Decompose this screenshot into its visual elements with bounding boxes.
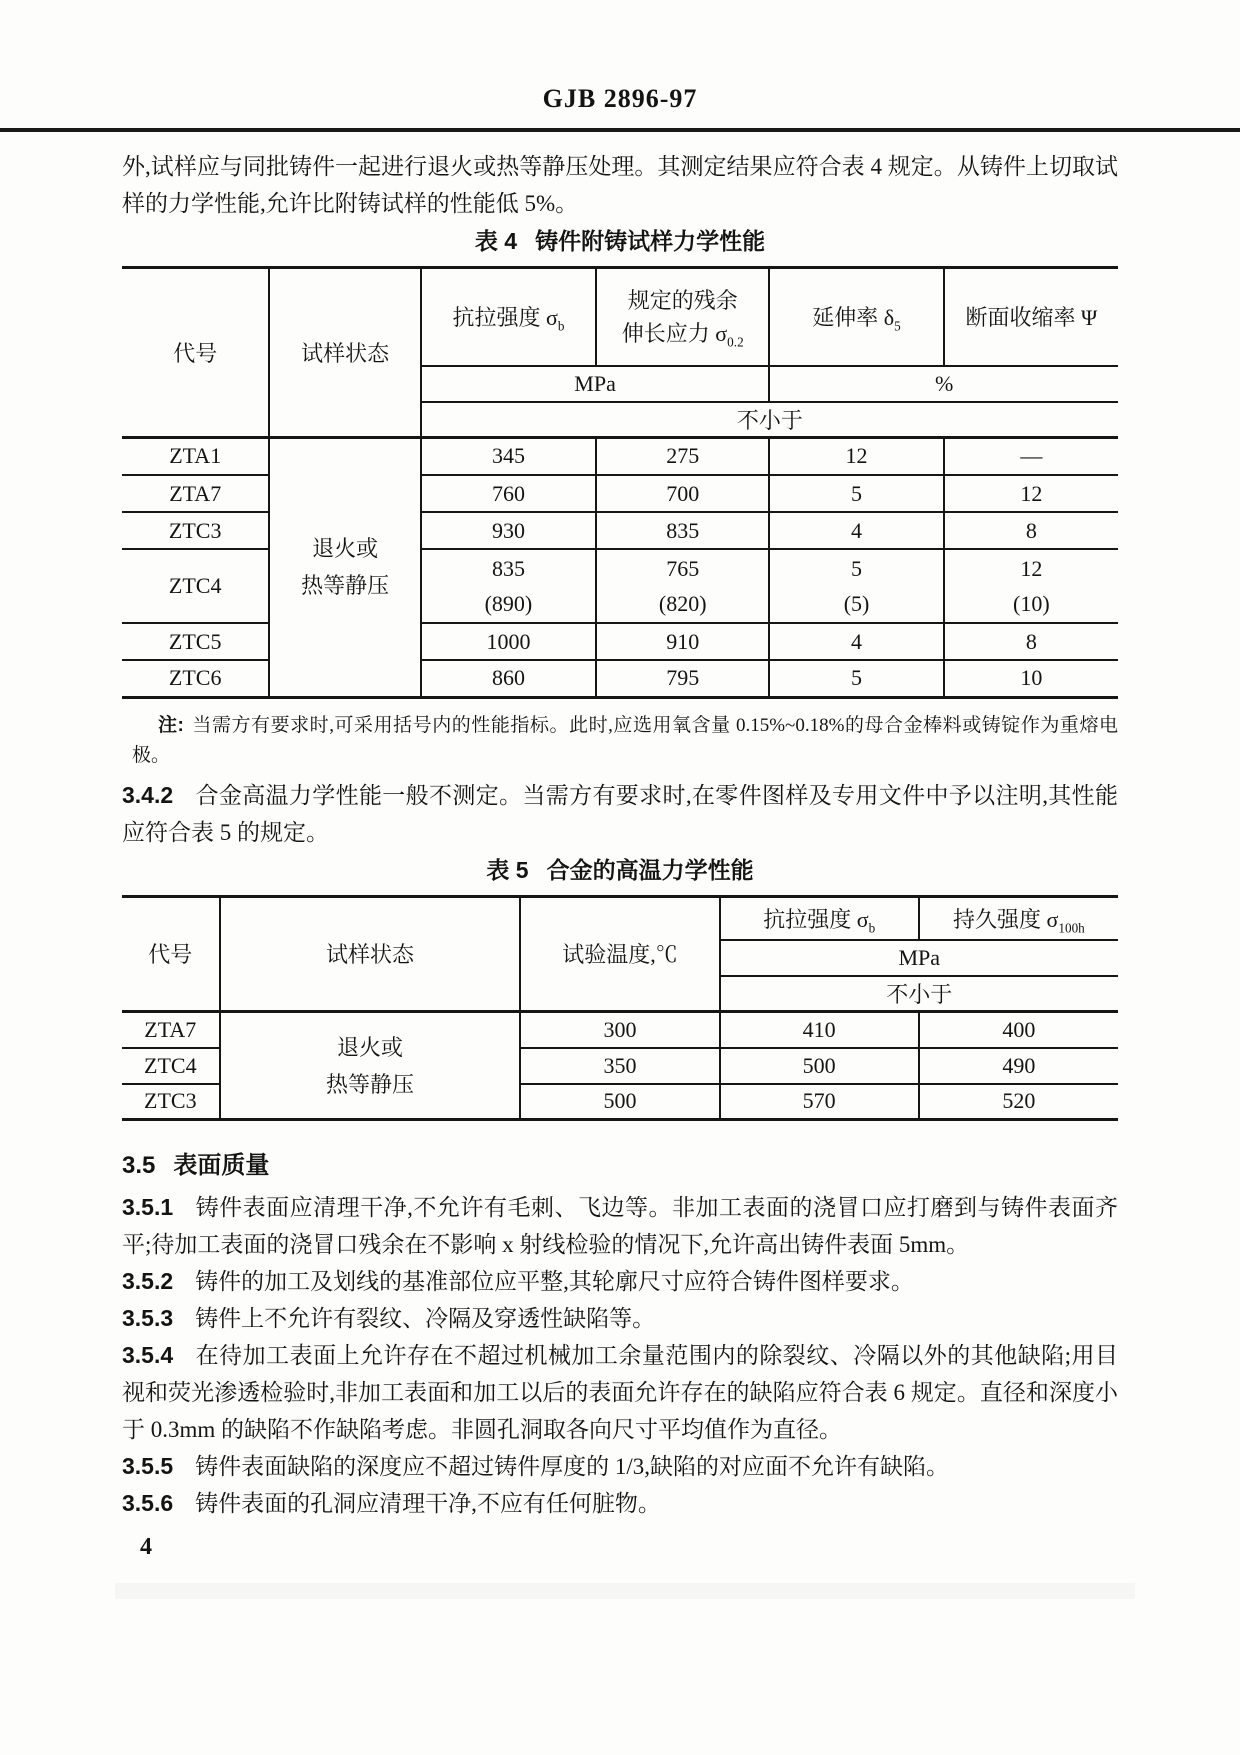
value-bracket: (890) (484, 591, 533, 616)
clause-number: 3.5.6 (122, 1490, 174, 1516)
table5-col-endurance-label: 持久强度 σ (953, 906, 1059, 932)
clause-number: 3.5.1 (122, 1194, 174, 1220)
table4-col-reduction: 断面收缩率 Ψ (944, 268, 1118, 366)
clause-text: 铸件的加工及划线的基准部位应平整,其轮廓尺寸应符合铸件图样要求。 (195, 1269, 914, 1294)
table4-col-yield-label: 伸长应力 σ (621, 320, 728, 346)
table-cell: 500 (520, 1084, 719, 1120)
table5-unit-mpa: MPa (720, 940, 1118, 976)
table-cell: 10 (944, 660, 1118, 697)
table4-col-elongation (769, 268, 943, 366)
table4-col-tensile-label: 抗拉强度 σ (452, 305, 558, 331)
table-cell: 1000 (421, 623, 596, 660)
table5-col-temp: 试验温度,℃ (520, 896, 719, 1012)
value-main: 835 (491, 556, 525, 581)
table-cell: 910 (596, 623, 769, 660)
clause-number: 3.5.2 (122, 1268, 174, 1294)
doc-code: GJB 2896-97 (542, 84, 698, 113)
table-cell: 760 (421, 475, 596, 512)
table-cell: 400 (919, 1012, 1118, 1048)
table4-col-yield-line2 (601, 317, 764, 350)
table-cell: 860 (421, 660, 596, 697)
value-main: 12 (1020, 556, 1043, 581)
table4-unit-percent: % (769, 366, 1118, 402)
alloy-code-cell: ZTC3 (122, 512, 269, 549)
table4-note (132, 711, 1118, 771)
section-title: 表面质量 (173, 1152, 270, 1179)
clause-number: 3.5.5 (122, 1453, 174, 1479)
table4-unit-mpa: MPa (421, 366, 770, 402)
table-cell: 500 (720, 1048, 919, 1084)
state-line-1: 退火或 (312, 536, 379, 561)
table-cell: 12 (769, 437, 943, 475)
table-cell: 12 (944, 475, 1118, 512)
alloy-code-cell: ZTC4 (122, 549, 269, 623)
value-bracket: (10) (1013, 591, 1050, 616)
clause-3-4-2 (122, 777, 1118, 851)
table5-state-cell (220, 1012, 521, 1120)
table4-col-yield-line1: 规定的残余 (627, 287, 738, 313)
alloy-code-cell: ZTA7 (122, 1012, 220, 1048)
table5-col-tensile-sub: b (868, 920, 876, 936)
clause-3-5-4 (122, 1337, 1118, 1448)
table-cell: 275 (596, 437, 769, 475)
table-cell: 570 (720, 1084, 919, 1120)
clause-text: 铸件上不允许有裂纹、冷隔及穿透性缺陷等。 (195, 1306, 656, 1331)
table5-col-state: 试样状态 (220, 896, 521, 1012)
alloy-code-cell: ZTC6 (122, 660, 269, 697)
header-rule (0, 128, 1240, 132)
alloy-code-cell: ZTC3 (122, 1084, 220, 1120)
clause-number: 3.5.3 (122, 1305, 174, 1331)
table-cell: 520 (919, 1084, 1118, 1120)
clause-text: 铸件表面应清理干净,不允许有毛刺、飞边等。非加工表面的浇冒口应打磨到与铸件表面齐平;待加工表面的浇冒口残余在不影响 x 射线检验的情况下,允许高出铸件表面 5mm。 (122, 1195, 1118, 1257)
table-cell: 490 (919, 1048, 1118, 1084)
scan-artifact-band (115, 1583, 1135, 1599)
alloy-code-cell: ZTA7 (122, 475, 269, 512)
clause-3-5-2 (122, 1263, 1118, 1300)
clause-3-5-6 (122, 1485, 1118, 1522)
alloy-code-cell: ZTA1 (122, 437, 269, 475)
table-cell: 4 (769, 623, 943, 660)
table4-row-ZTA1 (122, 437, 1118, 475)
table5-col-endurance (919, 896, 1118, 940)
table-cell: 8 (944, 623, 1118, 660)
table-cell: 8 (944, 512, 1118, 549)
table4-col-tensile (421, 268, 596, 366)
table5-col-tensile (720, 896, 919, 940)
table5 (122, 895, 1118, 1122)
table-cell: 700 (596, 475, 769, 512)
table-cell: 835 (596, 512, 769, 549)
clause-number: 3.4.2 (122, 781, 174, 808)
clause-3-5-1 (122, 1189, 1118, 1263)
table-cell (596, 549, 769, 623)
value-bracket: (820) (658, 591, 707, 616)
state-line-1: 退火或 (336, 1034, 403, 1060)
alloy-code-cell: ZTC4 (122, 1048, 220, 1084)
table-cell (421, 549, 596, 623)
table4-col-elongation-label: 延伸率 δ (812, 305, 895, 331)
table5-col-tensile-label: 抗拉强度 σ (763, 906, 869, 932)
clause-number: 3.5.4 (122, 1342, 174, 1368)
table5-header-row-1 (122, 896, 1118, 940)
section-3-5-heading (122, 1151, 1118, 1181)
table-cell: 300 (520, 1012, 719, 1048)
table4-header-row-1 (122, 268, 1118, 366)
table-cell (944, 549, 1118, 623)
table-cell: 350 (520, 1048, 719, 1084)
table-cell: 410 (720, 1012, 919, 1048)
table-cell: 4 (769, 512, 943, 549)
table5-col-endurance-sub: 100h (1058, 920, 1085, 936)
clause-text: 在待加工表面上允许存在不超过机械加工余量范围内的除裂纹、冷隔以外的其他缺陷;用目视和荧光渗透检验时,非加工表面和加工以后的表面允许存在的缺陷应符合表 6 规定。直径和深度小于 0.3mm 的缺陷不作缺陷考虑。非圆孔洞取各向尺寸平均值作为直径。 (122, 1343, 1118, 1442)
table4 (122, 266, 1118, 699)
table4-state-cell (269, 437, 420, 697)
clause-text: 铸件表面的孔洞应清理干净,不应有任何脏物。 (195, 1491, 661, 1516)
section-number: 3.5 (122, 1152, 156, 1179)
table4-title-text: 铸件附铸试样力学性能 (535, 228, 766, 254)
table4-title (122, 226, 1118, 256)
table-cell: 795 (596, 660, 769, 697)
value-main: 5 (851, 556, 863, 581)
table4-col-code: 代号 (122, 268, 269, 438)
table4-col-state: 试样状态 (269, 268, 420, 438)
page-number: 4 (140, 1534, 152, 1560)
table-cell: 930 (421, 512, 596, 549)
table-cell: — (944, 437, 1118, 475)
note-label: 注: (158, 714, 184, 736)
table4-col-yield-sub: 0.2 (727, 334, 744, 350)
table5-title-text: 合金的高温力学性能 (546, 856, 754, 883)
table-cell: 5 (769, 660, 943, 697)
table4-col-elongation-sub: 5 (894, 318, 901, 334)
table-cell: 345 (421, 437, 596, 475)
intro-paragraph: 外,试样应与同批铸件一起进行退火或热等静压处理。其测定结果应符合表 4 规定。从铸件上切取试样的力学性能,允许比附铸试样的性能低 5%。 (122, 154, 1118, 216)
clause-3-5-3 (122, 1300, 1118, 1337)
value-main: 765 (666, 556, 700, 581)
clause-3-5-5 (122, 1448, 1118, 1485)
table4-not-less-than: 不小于 (421, 402, 1118, 438)
clause-text: 合金高温力学性能一般不测定。当需方有要求时,在零件图样及专用文件中予以注明,其性能应符合表 5 的规定。 (122, 782, 1118, 845)
state-line-2: 热等静压 (301, 573, 390, 598)
table4-title-label: 表 4 (474, 228, 518, 254)
table4-col-yield (596, 268, 769, 366)
table-cell: 5 (769, 475, 943, 512)
value-bracket: (5) (843, 591, 870, 616)
clause-text: 铸件表面缺陷的深度应不超过铸件厚度的 1/3,缺陷的对应面不允许有缺陷。 (195, 1454, 950, 1479)
table5-row-ZTA7 (122, 1012, 1118, 1048)
note-text: 当需方有要求时,可采用括号内的性能指标。此时,应选用氧含量 0.15%~0.18%的母合金棒料或铸锭作为重熔电极。 (132, 714, 1119, 766)
table5-col-code: 代号 (122, 896, 220, 1012)
table4-col-tensile-sub: b (557, 318, 565, 334)
table5-title (122, 855, 1118, 885)
table5-title-label: 表 5 (486, 856, 529, 883)
page-content (0, 148, 1240, 1562)
table5-not-less-than: 不小于 (720, 976, 1118, 1012)
table-cell (769, 549, 943, 623)
state-line-2: 热等静压 (325, 1071, 414, 1097)
alloy-code-cell: ZTC5 (122, 623, 269, 660)
